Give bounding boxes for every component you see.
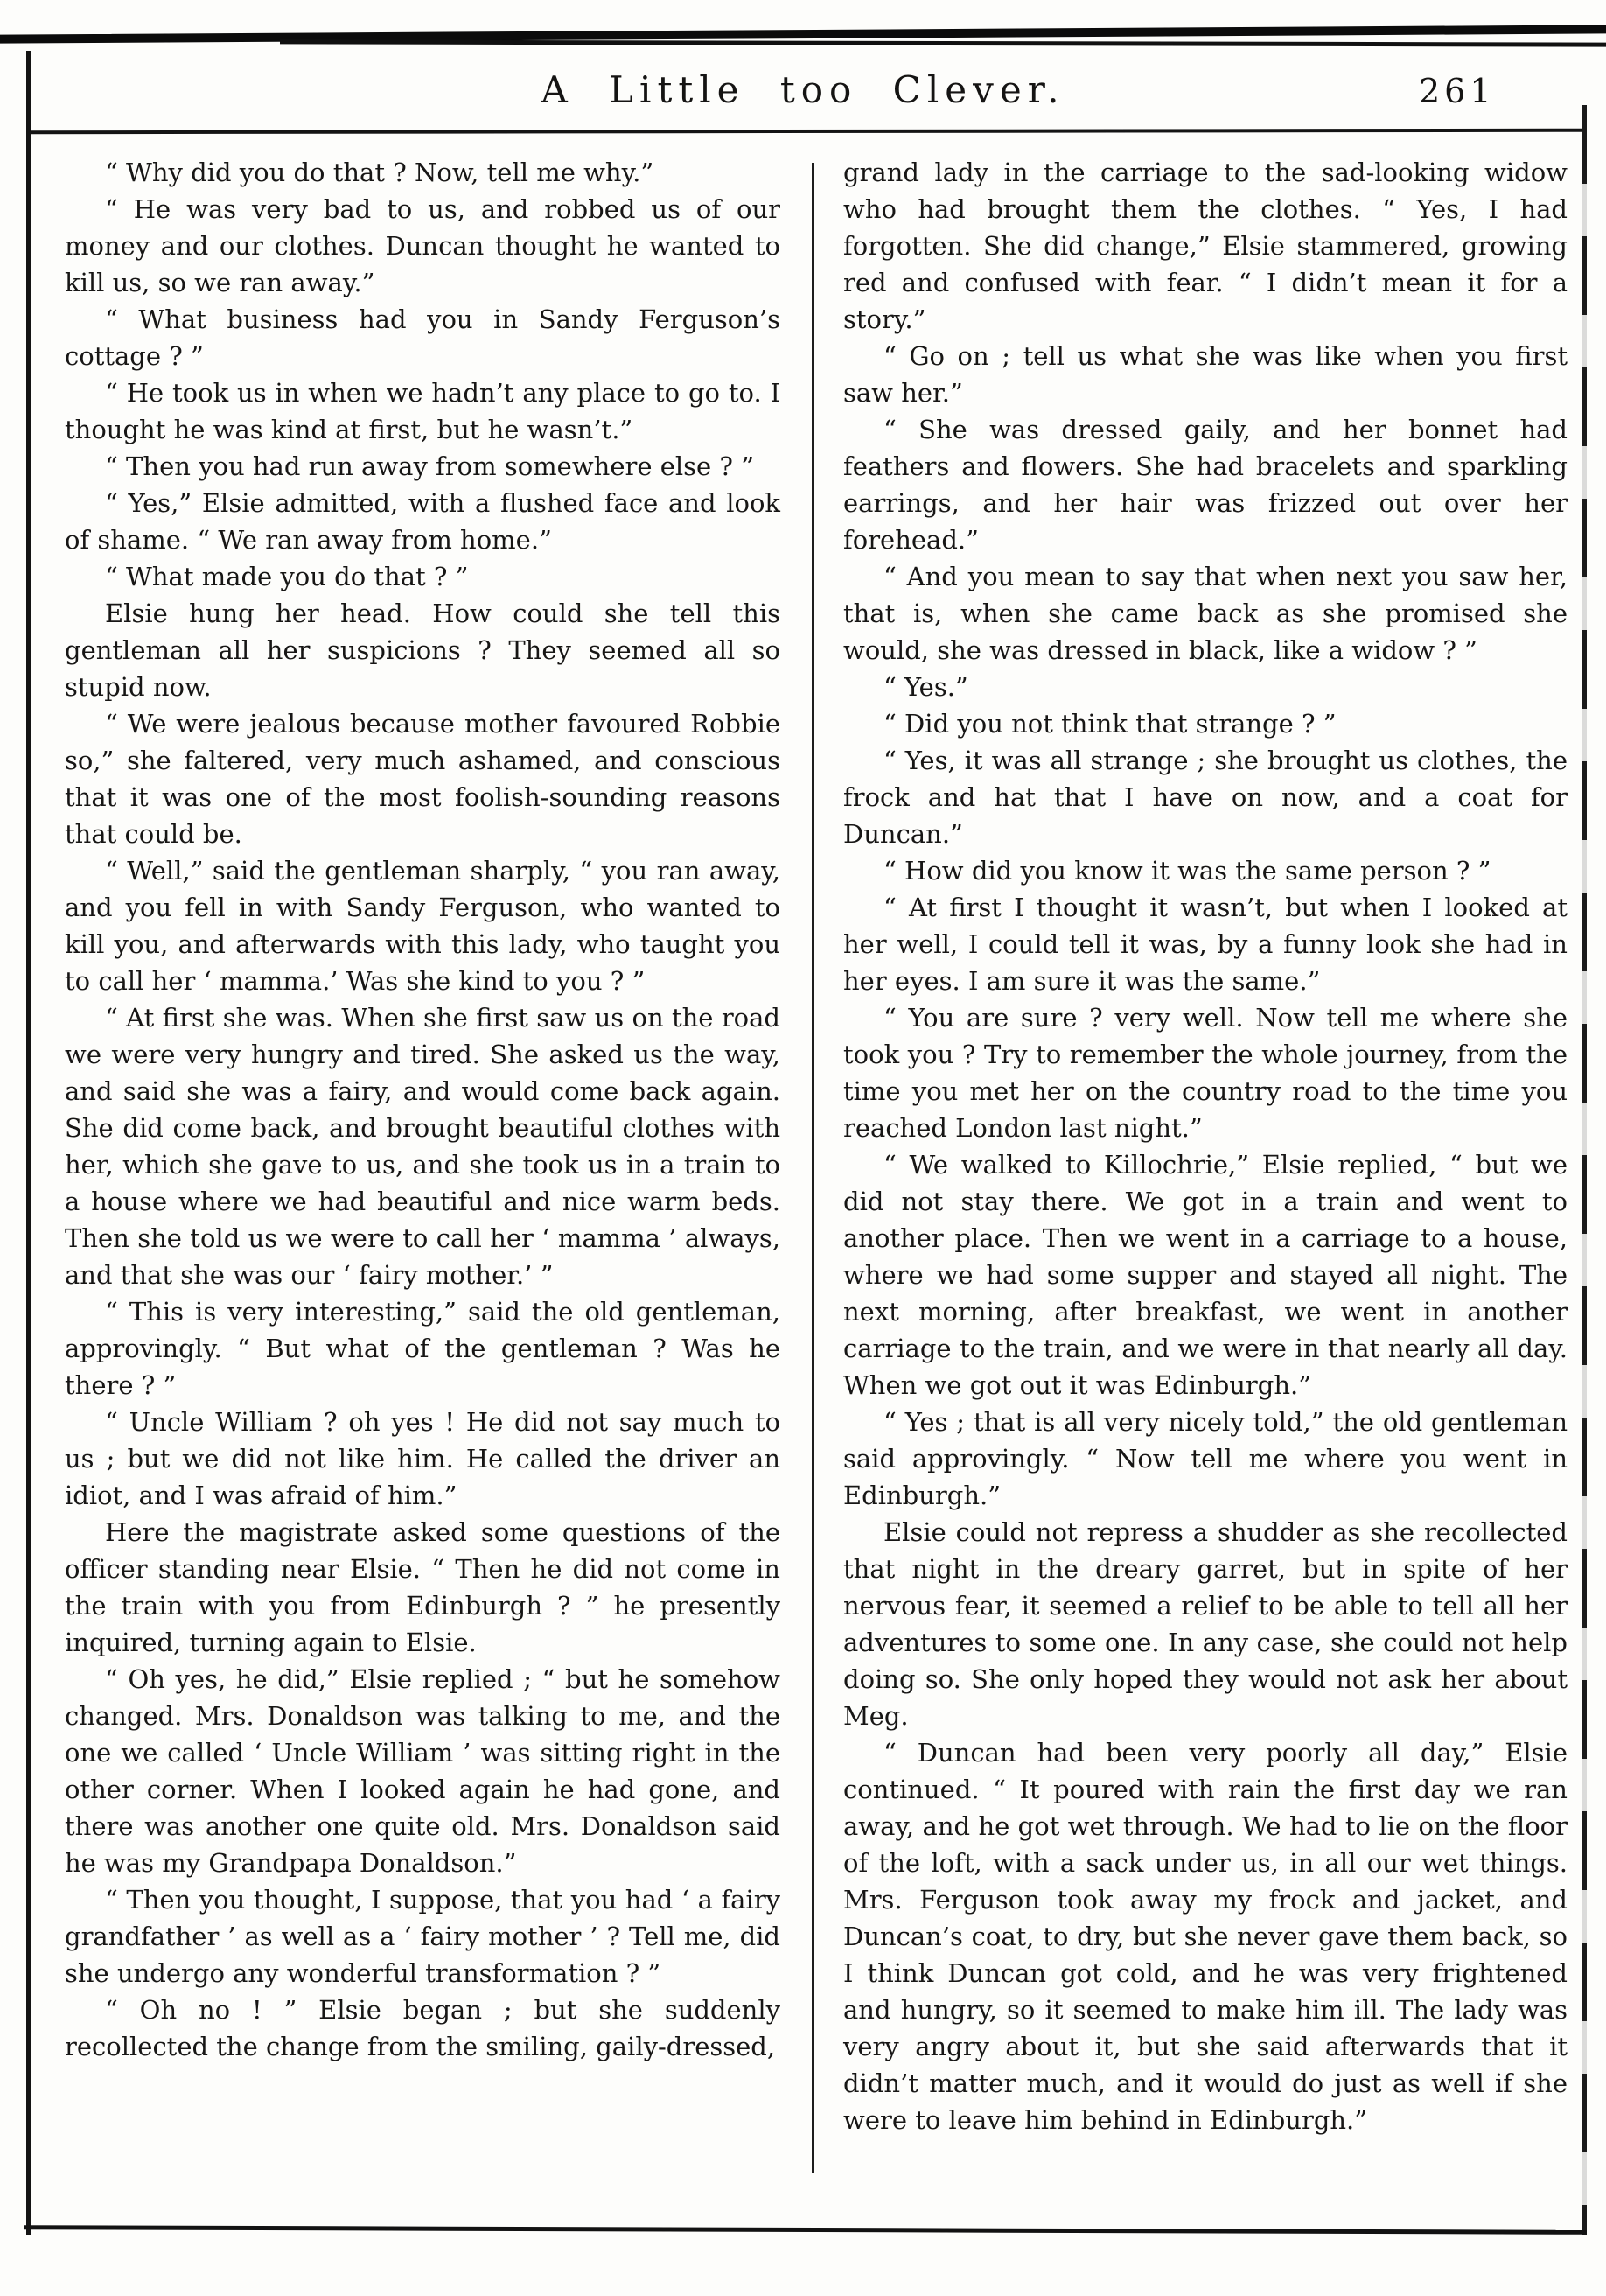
column-divider [812,163,814,2174]
paragraph: Elsie could not repress a shudder as she recollected that night in the dreary garret, but in spite of her nervous fear, it seemed a relief to be able to tell all her adventures to some one. In any case, she could not help doing so. She only hoped they would not ask her about Meg. [843,1517,1568,1731]
paragraph: “ You are sure ? very well. Now tell me where she took you ? Try to remember the whole journey, from the time you met her on the country road to the time you reached London last night.” [843,1003,1568,1143]
paragraph: “ What made you do that ? ” [105,562,469,592]
paragraph: “ Uncle William ? oh yes ! He did not say much to us ; but we did not like him. He called the driver an idiot, and I was afraid of him.” [65,1407,780,1510]
paragraph: “ Well,” said the gentleman sharply, “ you ran away, and you fell in with Sandy Ferguson, who wanted to kill you, and afterwards with this lady, who taught you to call her ‘ mamma.’ Was she kind to you ? ” [65,856,780,996]
paragraph: “ Did you not think that strange ? ” [883,709,1337,738]
paragraph: “ She was dressed gaily, and her bonnet had feathers and flowers. She had bracelets and sparkling earrings, and her hair was frizzed out over her forehead.” [843,415,1568,555]
paragraph: “ Then you had run away from somewhere else ? ” [105,452,755,481]
paragraph: “ Duncan had been very poorly all day,” Elsie continued. “ It poured with rain the first day we ran away, and he got wet through. We had to lie on the floor of the loft, with a sack under us, in all our wet things. Mrs. Ferguson took away my frock and jacket, and Duncan’s coat, to dry, but she never gave them back, so I think Duncan got cold, and he was very frightened and hungry, so it seemed to make him ill. The lady was very angry about it, but she said afterwards that it didn’t matter much, and it would do just as well if she were to leave him behind in Edinburgh.” [843,1738,1568,2135]
page-number: 261 [1419,72,1496,110]
paragraph: “ Yes.” [883,672,968,702]
paragraph: Here the magistrate asked some questions of the officer standing near Elsie. “ Then he did not come in the train with you from Edinburgh ? ” he presently inquired, turning again to Elsie. [65,1517,780,1657]
column-left [65,154,780,2065]
page-frame-right-border [1582,105,1587,2235]
paragraph: “ Why did you do that ? Now, tell me why.” [105,158,654,187]
paragraph: Elsie hung her head. How could she tell this gentleman all her suspicions ? They seemed all so stupid now. [65,598,780,702]
paragraph: “ Yes,” Elsie admitted, with a flushed face and look of shame. “ We ran away from home.” [65,488,780,555]
paragraph: “ At first I thought it wasn’t, but when I looked at her well, I could tell it was, by a funny look she had in her eyes. I am sure it was the same.” [843,892,1568,996]
header-rule-divider [26,129,1585,134]
paragraph: “ Yes, it was all strange ; she brought us clothes, the frock and hat that I have on now, and a coat for Duncan.” [843,746,1568,849]
paragraph: “ Then you thought, I suppose, that you had ‘ a fairy grandfather ’ as well as a ‘ fairy mother ’ ? Tell me, did she undergo any wonderful transformation ? ” [65,1885,780,1988]
paragraph: “ This is very interesting,” said the old gentleman, approvingly. “ But what of the gentleman ? Was he there ? ” [65,1297,780,1400]
paragraph: “ He was very bad to us, and robbed us of our money and our clothes. Duncan thought he wanted to kill us, so we ran away.” [65,194,780,298]
paragraph: “ How did you know it was the same person ? ” [883,856,1491,886]
paragraph: “ And you mean to say that when next you saw her, that is, when she came back as she promised she would, she was dressed in black, like a widow ? ” [843,562,1568,665]
paragraph: “ We walked to Killochrie,” Elsie replied, “ but we did not stay there. We got in a train and went to another place. Then we went in a carriage to a house, where we had some supper and stayed all night. The next morning, after breakfast, we went in another carriage to the train, and we were in that nearly all day. When we got out it was Edinburgh.” [843,1150,1568,1400]
column-right [843,154,1568,2138]
page-frame-left-border [26,51,31,2235]
page-frame-bottom-border [24,2225,1587,2235]
paragraph: “ Oh yes, he did,” Elsie replied ; “ but he somehow changed. Mrs. Donaldson was talking to me, and the one we called ‘ Uncle William ’ was sitting right in the other corner. When I looked again he had gone, and there was another one quite old. Mrs. Donaldson said he was my Grandpapa Donaldson.” [65,1664,780,1878]
paragraph: “ Go on ; tell us what she was like when you first saw her.” [843,341,1568,408]
scan-edge-artifact [280,39,1606,46]
paragraph: “ What business had you in Sandy Ferguson’s cottage ? ” [65,304,780,371]
paragraph: “ At first she was. When she first saw us on the road we were very hungry and tired. She asked us the way, and said she was a fairy, and would come back again. She did come back, and brought beautiful clothes with her, which she gave to us, and she took us in a train to a house where we had beautiful and nice warm beds. Then she told us we were to call her ‘ mamma ’ always, and that she was our ‘ fairy mother.’ ” [65,1003,780,1290]
paragraph: “ He took us in when we hadn’t any place to go to. I thought he was kind at first, but he wasn’t.” [65,378,780,444]
paragraph: “ Oh no ! ” Elsie began ; but she suddenly recollected the change from the smiling, gaily-dressed, [65,1995,780,2062]
paragraph: grand lady in the carriage to the sad-looking widow who had brought them the clothes. “ Yes, I had forgotten. She did change,” Elsie stammered, growing red and confused with fear. “ I didn’t mean it for a story.” [843,158,1568,334]
paragraph: “ We were jealous because mother favoured Robbie so,” she faltered, very much ashamed, and conscious that it was one of the most foolish-sounding reasons that could be. [65,709,780,849]
page-title: A Little too Clever. [541,68,1065,111]
paragraph: “ Yes ; that is all very nicely told,” the old gentleman said approvingly. “ Now tell me where you went in Edinburgh.” [843,1407,1568,1510]
